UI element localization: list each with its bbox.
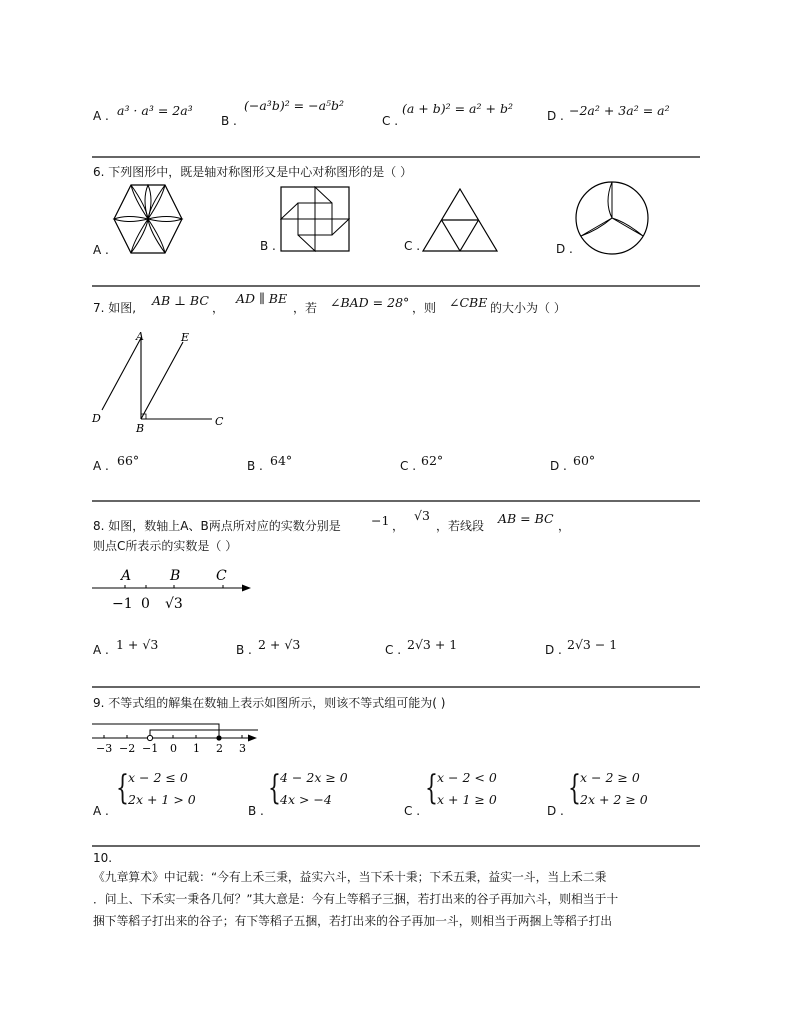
q5-option-c-expr: (a + b)² = a² + b² bbox=[402, 101, 513, 116]
divider bbox=[92, 285, 700, 287]
q9-tick-label: −2 bbox=[119, 742, 136, 755]
q9-option-d-line1: x − 2 ≥ 0 bbox=[580, 770, 640, 785]
circle-blades-figure bbox=[574, 180, 650, 256]
q7-comma: ，若 bbox=[293, 301, 318, 315]
q5-option-c-label[interactable]: C . bbox=[382, 114, 399, 128]
q9-option-c-label[interactable]: C . bbox=[404, 804, 421, 818]
q7-condition-perpendicular: AB ⊥ BC bbox=[152, 293, 209, 308]
q7-option-b-value: 64° bbox=[270, 453, 293, 468]
q8-label-b: B bbox=[170, 568, 181, 584]
q8-tick-zero: 0 bbox=[141, 596, 150, 612]
q8-option-a-value: 1 + √3 bbox=[116, 637, 159, 652]
q9-tick-label: 3 bbox=[239, 742, 246, 755]
q7-point-c: C bbox=[215, 415, 224, 428]
q10-line1: 《九章算术》中记载：“今有上禾三秉，益实六斗，当下禾十秉；下禾五秉，益实一斗，当上禾二秉 bbox=[93, 870, 607, 884]
q6-option-d-label[interactable]: D . bbox=[556, 242, 573, 256]
brace-icon: { bbox=[425, 768, 438, 808]
divider bbox=[92, 500, 700, 502]
q5-option-d-expr: −2a² + 3a² = a² bbox=[569, 103, 670, 118]
q8-tick-sqrt3: √3 bbox=[165, 596, 183, 612]
brace-icon: { bbox=[116, 768, 129, 808]
q9-tick-label: 2 bbox=[216, 742, 223, 755]
q7-option-a-label[interactable]: A . bbox=[93, 459, 109, 473]
q8-condition: AB = BC bbox=[498, 511, 554, 526]
q6-option-c-label[interactable]: C . bbox=[404, 239, 421, 253]
q8-option-c-value: 2√3 + 1 bbox=[407, 637, 458, 652]
q9-stem: 9. 不等式组的解集在数轴上表示如图所示，则该不等式组可能为( ) bbox=[93, 696, 446, 710]
q9-option-d-label[interactable]: D . bbox=[547, 804, 564, 818]
q9-option-a-line1: x − 2 ≤ 0 bbox=[128, 770, 188, 785]
q9-tick-label: −1 bbox=[142, 742, 159, 755]
divider bbox=[92, 845, 700, 847]
q9-option-d-line2: 2x + 2 ≥ 0 bbox=[580, 792, 648, 807]
brace-icon: { bbox=[268, 768, 281, 808]
q7-point-e: E bbox=[181, 331, 190, 344]
q8-comma: ， bbox=[392, 519, 405, 533]
divider bbox=[92, 156, 700, 158]
q8-comma: ，若线段 bbox=[436, 519, 485, 533]
q8-option-d-value: 2√3 − 1 bbox=[567, 637, 618, 652]
q5-option-a-expr: a³ · a³ = 2a³ bbox=[117, 103, 193, 118]
q8-comma: ， bbox=[558, 519, 571, 533]
q8-value-b: √3 bbox=[414, 508, 430, 523]
q5-option-b-expr: (−a³b)² = −a⁵b² bbox=[244, 98, 345, 113]
q9-option-d-system bbox=[568, 770, 688, 814]
q7-stem-prefix: 7. 如图, bbox=[93, 301, 137, 315]
q8-option-a-label[interactable]: A . bbox=[93, 643, 109, 657]
q7-option-a-value: 66° bbox=[117, 453, 140, 468]
q8-number-line bbox=[90, 562, 260, 617]
q8-option-c-label[interactable]: C . bbox=[385, 643, 402, 657]
hexagon-flower-figure bbox=[112, 184, 184, 254]
q9-tick-label: −3 bbox=[96, 742, 113, 755]
q7-target-angle: ∠CBE bbox=[449, 295, 488, 310]
q9-option-b-line1: 4 − 2x ≥ 0 bbox=[280, 770, 348, 785]
q7-condition-parallel: AD ∥ BE bbox=[236, 291, 288, 306]
q6-option-b-label[interactable]: B . bbox=[260, 239, 276, 253]
q9-option-b-label[interactable]: B . bbox=[248, 804, 264, 818]
pinwheel-square-figure bbox=[280, 186, 350, 252]
q7-condition-angle: ∠BAD = 28° bbox=[330, 295, 410, 310]
q7-option-c-value: 62° bbox=[421, 453, 444, 468]
q8-value-a: −1 bbox=[371, 513, 390, 528]
q8-option-d-label[interactable]: D . bbox=[545, 643, 562, 657]
q7-point-d: D bbox=[92, 412, 101, 425]
q8-label-c: C bbox=[216, 568, 227, 584]
q7-point-a: A bbox=[136, 330, 144, 343]
q10-line3: 捆下等稻子打出来的谷子；有下等稻子五捆，若打出来的谷子再加一斗，则相当于两捆上等稻子打出 bbox=[93, 914, 613, 928]
q8-stem-line2: 则点C所表示的实数是（ ） bbox=[93, 539, 238, 553]
q8-stem-prefix: 8. 如图，数轴上A、B两点所对应的实数分别是 bbox=[93, 519, 341, 533]
q10-number: 10. bbox=[93, 851, 113, 865]
q7-stem-suffix: 的大小为（ ） bbox=[490, 301, 566, 315]
q7-geometry-figure bbox=[88, 328, 238, 438]
q5-option-b-label[interactable]: B . bbox=[221, 114, 237, 128]
q9-option-b-system bbox=[268, 770, 388, 814]
q9-tick-label: 0 bbox=[170, 742, 177, 755]
q9-option-a-label[interactable]: A . bbox=[93, 804, 109, 818]
q9-tick-label: 1 bbox=[193, 742, 200, 755]
q8-option-b-value: 2 + √3 bbox=[258, 637, 301, 652]
q7-point-b: B bbox=[136, 422, 145, 435]
q9-option-c-line2: x + 1 ≥ 0 bbox=[437, 792, 497, 807]
q8-tick-minus-one: −1 bbox=[112, 596, 133, 612]
q7-comma: ，则 bbox=[412, 301, 437, 315]
q9-option-a-line2: 2x + 1 > 0 bbox=[128, 792, 196, 807]
triangle-figure bbox=[422, 188, 498, 252]
q7-option-d-label[interactable]: D . bbox=[550, 459, 567, 473]
q7-comma: ， bbox=[212, 301, 225, 315]
q8-label-a: A bbox=[121, 568, 132, 584]
divider bbox=[92, 686, 700, 688]
q5-option-a-label[interactable]: A . bbox=[93, 109, 109, 123]
q5-option-d-label[interactable]: D . bbox=[547, 109, 564, 123]
q9-option-a-system bbox=[116, 770, 236, 814]
q7-option-d-value: 60° bbox=[573, 453, 596, 468]
q6-option-a-label[interactable]: A . bbox=[93, 243, 109, 257]
q9-number-line bbox=[90, 716, 265, 756]
q9-option-b-line2: 4x > −4 bbox=[280, 792, 332, 807]
q6-stem: 6. 下列图形中，既是轴对称图形又是中心对称图形的是（ ） bbox=[93, 165, 413, 179]
q9-option-c-line1: x − 2 < 0 bbox=[437, 770, 497, 785]
q7-option-b-label[interactable]: B . bbox=[247, 459, 263, 473]
brace-icon: { bbox=[568, 768, 581, 808]
q9-option-c-system bbox=[425, 770, 545, 814]
q8-option-b-label[interactable]: B . bbox=[236, 643, 252, 657]
q7-option-c-label[interactable]: C . bbox=[400, 459, 417, 473]
q10-line2: ．问上、下禾实一秉各几何？”其大意是：今有上等稻子三捆，若打出来的谷子再加六斗，则相当于十 bbox=[93, 892, 619, 906]
